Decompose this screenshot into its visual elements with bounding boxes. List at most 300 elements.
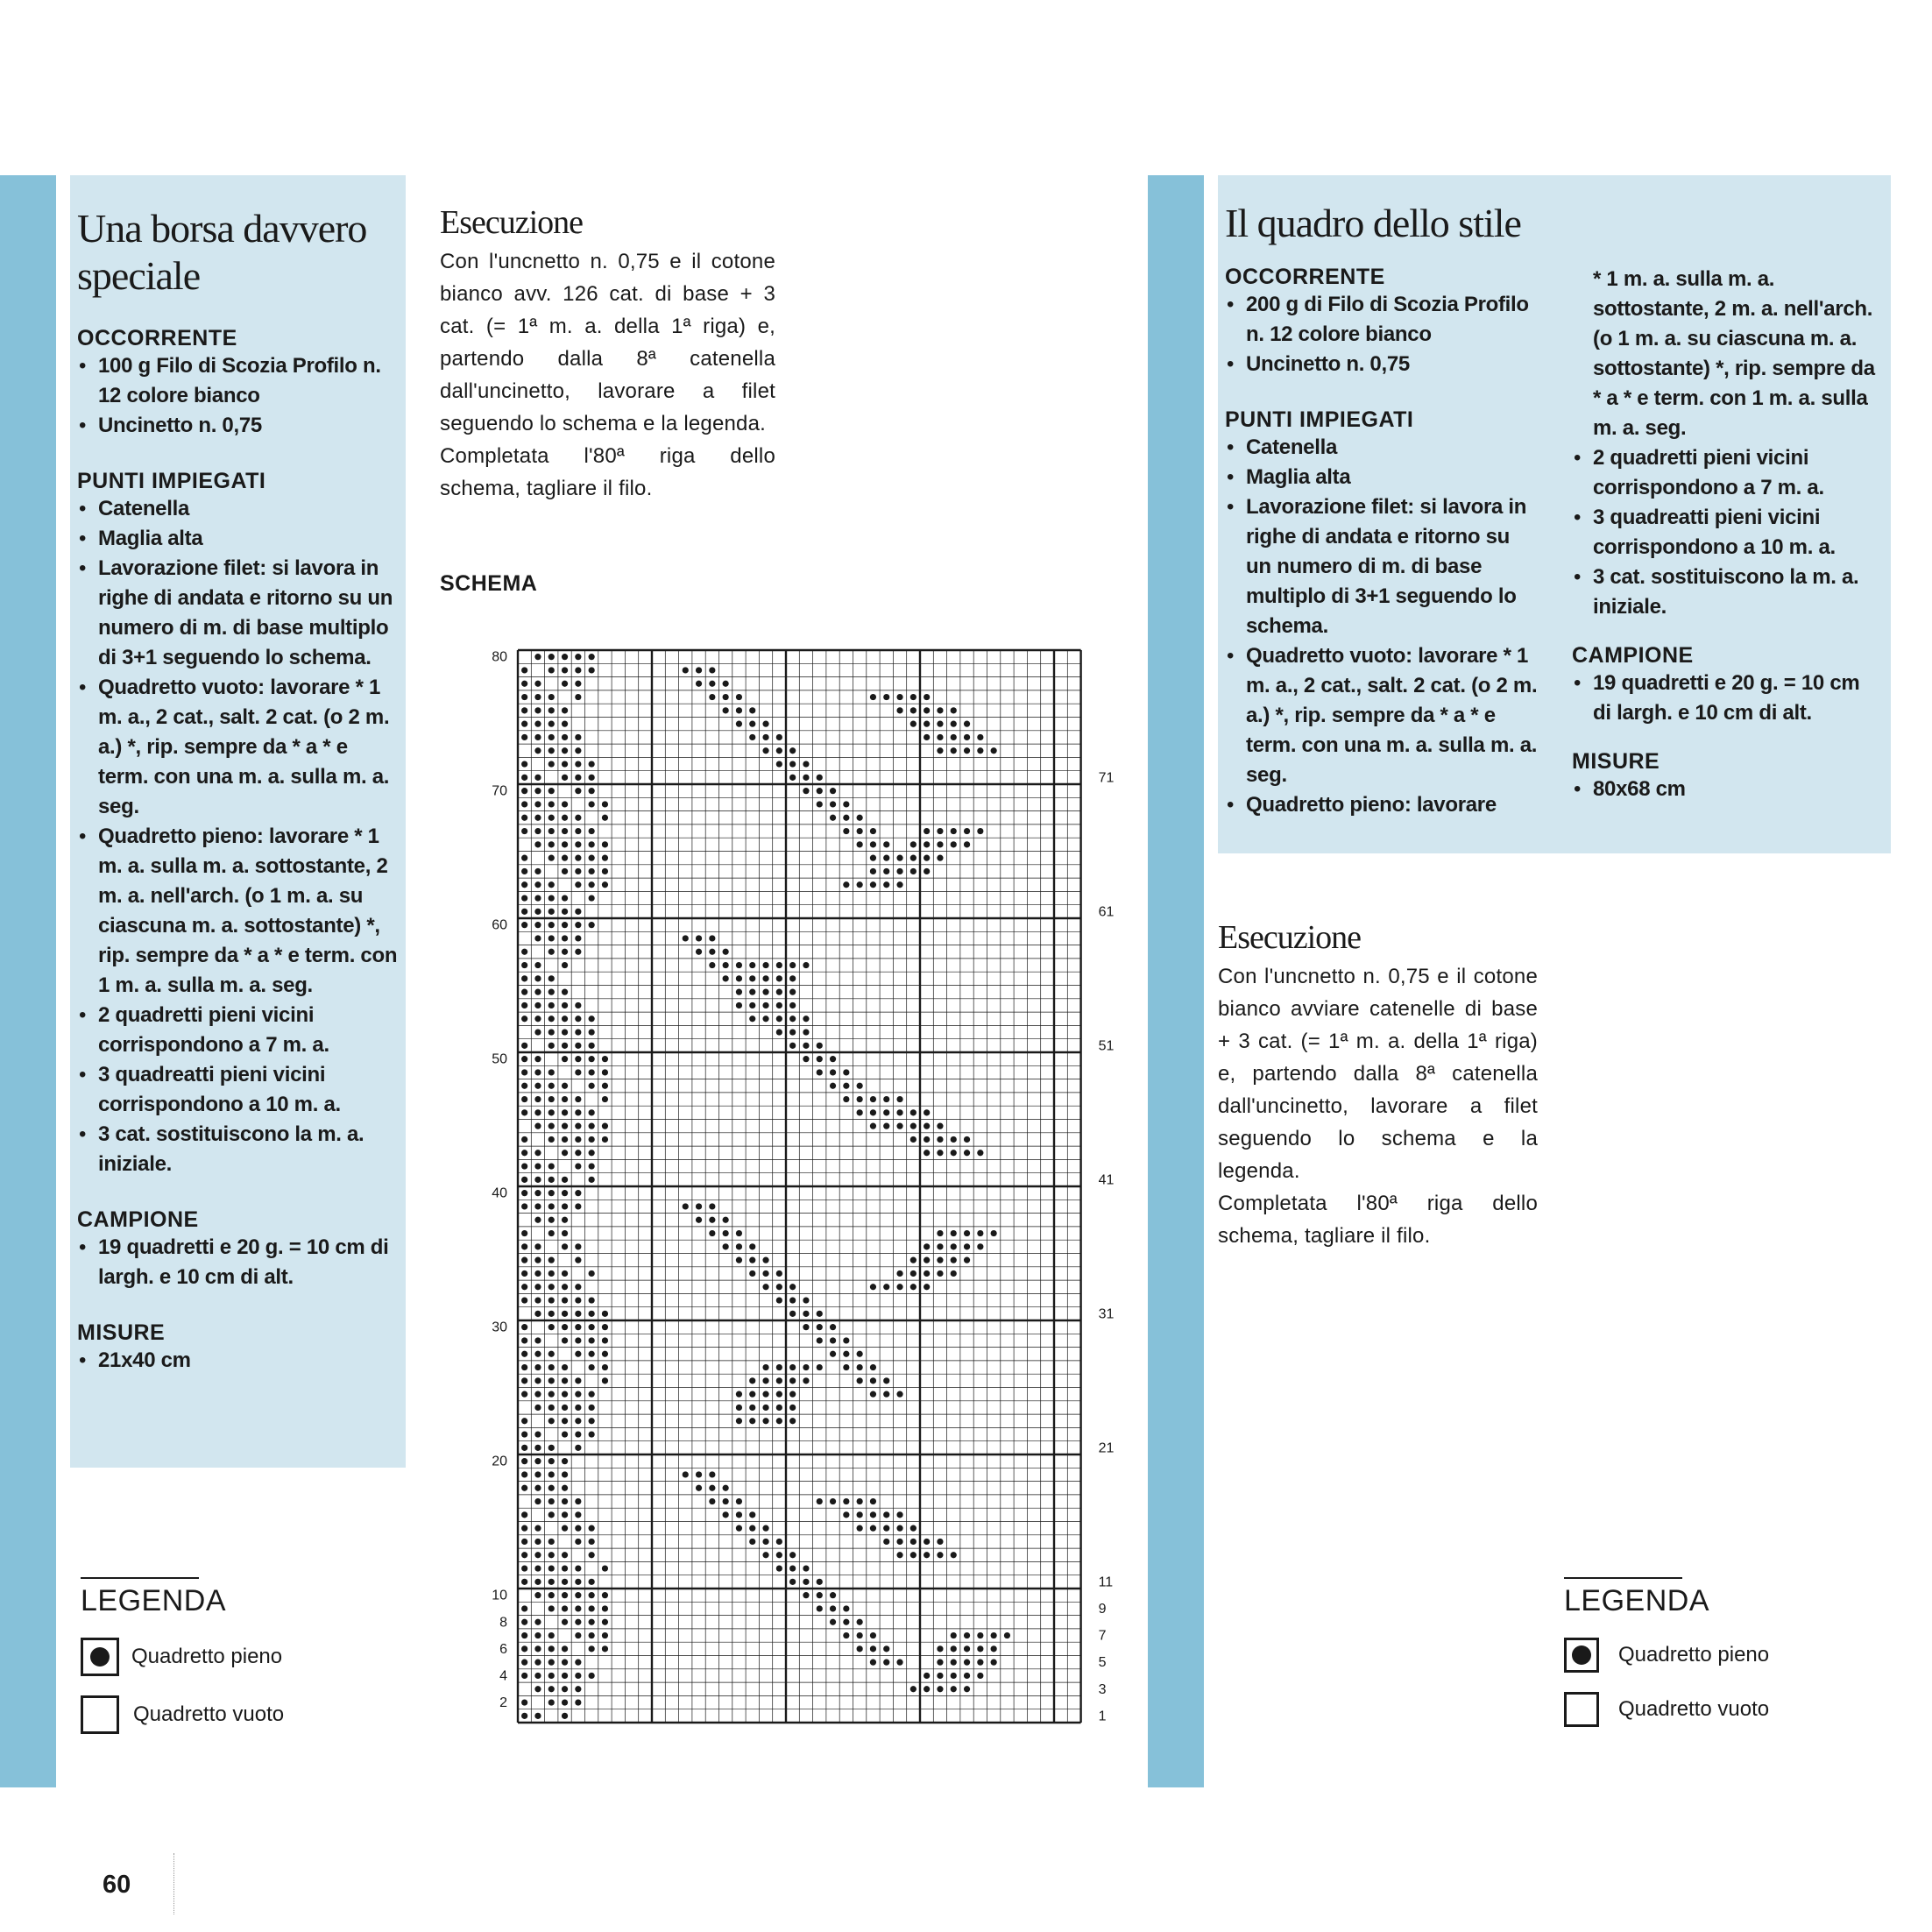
page-number-rule — [173, 1853, 174, 1914]
full-square-dot — [870, 1364, 876, 1370]
full-square-dot — [562, 989, 568, 995]
full-square-dot — [534, 895, 541, 901]
full-square-dot — [548, 1377, 555, 1384]
left-esecuzione-heading: Esecuzione — [440, 204, 584, 241]
full-square-dot — [776, 989, 782, 995]
left-row-label: 60 — [492, 917, 507, 933]
full-square-dot — [575, 1002, 581, 1008]
full-square-dot — [521, 1525, 527, 1532]
full-square-dot — [896, 707, 902, 713]
full-square-dot — [589, 1270, 595, 1277]
full-square-dot — [548, 1177, 555, 1183]
left-esecuzione — [440, 203, 775, 505]
full-square-dot — [548, 1029, 555, 1035]
full-square-dot — [548, 1257, 555, 1263]
right-campione-heading: CAMPIONE — [1572, 643, 1694, 668]
full-square-dot — [521, 1632, 527, 1638]
full-square-dot — [977, 1230, 983, 1236]
full-square-dot — [575, 681, 581, 687]
right-esecuzione-text-1: Con l'uncnetto n. 0,75 e il cotone bianco avviare catenelle di base + 3 cat. (= 1ª m. a. della 1ª riga) e, partendo dalla 8ª catenella dall'uncinetto, lavorare a filet seguendo lo schema e la legenda. — [1218, 965, 1538, 1183]
full-square-dot — [534, 909, 541, 915]
full-square-dot — [575, 1163, 581, 1169]
full-square-dot — [709, 935, 715, 941]
full-square-dot — [964, 828, 970, 834]
full-square-dot — [951, 1243, 957, 1249]
full-square-dot — [870, 694, 876, 700]
full-square-dot — [521, 1230, 527, 1236]
full-square-dot — [575, 1190, 581, 1196]
full-square-dot — [870, 855, 876, 861]
right-punti-list — [1225, 433, 1540, 820]
full-square-dot — [562, 1471, 568, 1477]
full-square-dot — [776, 1297, 782, 1303]
full-square-dot — [521, 1243, 527, 1249]
full-square-dot — [562, 1660, 568, 1666]
full-square-dot — [562, 1203, 568, 1209]
full-square-dot — [548, 815, 555, 821]
full-square-dot — [521, 1660, 527, 1666]
full-square-dot — [589, 1324, 595, 1330]
full-square-dot — [749, 1243, 755, 1249]
full-square-dot — [548, 1660, 555, 1666]
full-square-dot — [521, 1297, 527, 1303]
full-square-dot — [991, 1632, 997, 1638]
full-square-dot — [575, 1418, 581, 1424]
full-square-dot — [977, 1645, 983, 1652]
full-square-dot — [589, 654, 595, 660]
full-square-dot — [602, 1377, 608, 1384]
full-square-dot — [964, 1660, 970, 1666]
full-square-dot — [575, 694, 581, 700]
left-row-label: 4 — [499, 1668, 507, 1684]
full-square-dot — [521, 855, 527, 861]
full-square-dot — [789, 761, 796, 767]
full-square-dot — [575, 855, 581, 861]
full-square-dot — [736, 1498, 742, 1504]
full-square-dot — [749, 1270, 755, 1277]
full-square-dot — [602, 1324, 608, 1330]
full-square-dot — [575, 1257, 581, 1263]
full-square-dot — [776, 1364, 782, 1370]
full-square-dot — [575, 788, 581, 794]
full-square-dot — [589, 895, 595, 901]
legend-rule — [1564, 1577, 1682, 1579]
full-square-dot — [589, 1016, 595, 1022]
full-square-dot — [924, 1552, 930, 1558]
full-square-dot — [534, 1002, 541, 1008]
full-square-dot — [776, 1002, 782, 1008]
right-row-label: 11 — [1098, 1575, 1114, 1590]
full-square-dot — [534, 1243, 541, 1249]
full-square-dot — [534, 1109, 541, 1115]
full-square-dot — [762, 1552, 768, 1558]
full-square-dot — [964, 1243, 970, 1249]
full-square-dot — [964, 841, 970, 847]
full-square-dot — [521, 1257, 527, 1263]
list-item: • Quadretto pieno: lavorare * 1 m. a. sulla m. a. sottostante, 2 m. a. nell'arch. (o 1 m. a. su ciascuna m. a. sottostante) *, rip. sempre da * a * e term. con 1 m. a. sulla m. a. seg. — [77, 822, 399, 1001]
full-square-dot — [803, 1364, 809, 1370]
full-square-dot — [521, 1083, 527, 1089]
full-square-icon — [1564, 1638, 1599, 1673]
full-square-dot — [977, 734, 983, 740]
full-square-dot — [803, 788, 809, 794]
full-square-dot — [924, 1109, 930, 1115]
full-square-dot — [548, 1552, 555, 1558]
right-campione-list — [1572, 669, 1882, 728]
full-square-dot — [534, 975, 541, 981]
full-square-dot — [575, 1096, 581, 1102]
full-square-dot — [843, 1351, 849, 1357]
full-square-dot — [937, 1539, 943, 1545]
full-square-dot — [977, 1632, 983, 1638]
full-square-dot — [521, 1163, 527, 1169]
full-square-dot — [548, 1190, 555, 1196]
full-square-dot — [789, 1043, 796, 1049]
full-square-dot — [843, 1096, 849, 1102]
full-square-dot — [548, 788, 555, 794]
full-square-dot — [896, 1270, 902, 1277]
full-square-dot — [602, 1632, 608, 1638]
full-square-dot — [602, 1605, 608, 1611]
full-square-dot — [883, 841, 889, 847]
full-square-dot — [521, 801, 527, 807]
full-square-dot — [830, 1592, 836, 1598]
full-square-dot — [521, 1324, 527, 1330]
full-square-dot — [521, 868, 527, 874]
full-square-dot — [696, 1203, 702, 1209]
full-square-dot — [534, 1203, 541, 1209]
full-square-dot — [883, 868, 889, 874]
full-square-dot — [602, 855, 608, 861]
full-square-dot — [521, 1699, 527, 1705]
full-square-dot — [548, 922, 555, 928]
full-square-dot — [562, 1083, 568, 1089]
full-square-dot — [896, 1525, 902, 1532]
full-square-dot — [548, 895, 555, 901]
full-square-dot — [602, 1645, 608, 1652]
full-square-dot — [521, 815, 527, 821]
full-square-dot — [843, 1337, 849, 1343]
full-square-dot — [534, 841, 541, 847]
full-square-dot — [548, 1579, 555, 1585]
full-square-dot — [589, 922, 595, 928]
full-square-dot — [534, 1351, 541, 1357]
full-square-dot — [534, 1645, 541, 1652]
full-square-dot — [951, 1257, 957, 1263]
full-square-dot — [562, 1056, 568, 1062]
full-square-dot — [589, 1150, 595, 1156]
full-square-dot — [924, 1270, 930, 1277]
full-square-dot — [736, 1243, 742, 1249]
full-square-dot — [602, 1311, 608, 1317]
full-square-dot — [562, 1284, 568, 1290]
full-square-dot — [991, 1660, 997, 1666]
full-square-dot — [521, 1418, 527, 1424]
full-square-dot — [789, 989, 796, 995]
full-square-dot — [575, 1539, 581, 1545]
full-square-dot — [575, 1525, 581, 1532]
full-square-dot — [736, 962, 742, 968]
full-square-dot — [857, 1525, 863, 1532]
full-square-dot — [548, 855, 555, 861]
full-square-dot — [521, 1177, 527, 1183]
right-columns — [1225, 265, 1884, 820]
full-square-dot — [589, 1136, 595, 1143]
full-square-dot — [548, 1511, 555, 1518]
full-square-dot — [548, 1311, 555, 1317]
full-square-dot — [534, 1713, 541, 1719]
full-square-dot — [709, 694, 715, 700]
list-item: • Uncinetto n. 0,75 — [1225, 350, 1540, 379]
full-square-dot — [762, 1539, 768, 1545]
full-square-dot — [589, 1539, 595, 1545]
full-square-dot — [575, 1660, 581, 1666]
full-square-dot — [602, 881, 608, 888]
full-square-dot — [951, 841, 957, 847]
list-item: • 19 quadretti e 20 g. = 10 cm di largh. e 10 cm di alt. — [1572, 669, 1882, 728]
left-misure-heading: MISURE — [77, 1320, 166, 1345]
full-square-dot — [883, 881, 889, 888]
full-square-dot — [575, 1579, 581, 1585]
full-square-dot — [937, 707, 943, 713]
full-square-dot — [521, 1539, 527, 1545]
full-square-dot — [575, 1511, 581, 1518]
full-square-dot — [548, 707, 555, 713]
full-square-dot — [534, 1311, 541, 1317]
full-square-dot — [534, 1431, 541, 1437]
full-square-dot — [575, 1605, 581, 1611]
full-square-dot — [843, 1632, 849, 1638]
full-square-dot — [575, 775, 581, 781]
full-square-dot — [602, 1096, 608, 1102]
full-square-dot — [562, 1552, 568, 1558]
full-square-dot — [736, 1002, 742, 1008]
full-square-dot — [575, 1324, 581, 1330]
full-square-dot — [534, 1016, 541, 1022]
full-square-dot — [602, 1083, 608, 1089]
full-square-dot — [843, 801, 849, 807]
full-square-dot — [870, 1109, 876, 1115]
full-square-dot — [548, 1471, 555, 1477]
full-square-dot — [534, 881, 541, 888]
full-square-dot — [521, 1002, 527, 1008]
full-square-dot — [924, 841, 930, 847]
full-square-dot — [589, 1351, 595, 1357]
full-square-dot — [575, 654, 581, 660]
full-square-dot — [521, 909, 527, 915]
full-square-dot — [870, 828, 876, 834]
full-square-dot — [521, 1150, 527, 1156]
full-square-dot — [562, 801, 568, 807]
full-square-dot — [575, 1377, 581, 1384]
full-square-dot — [548, 935, 555, 941]
full-square-dot — [534, 1445, 541, 1451]
full-square-dot — [910, 721, 916, 727]
full-square-dot — [548, 1284, 555, 1290]
full-square-dot — [883, 1391, 889, 1398]
full-square-dot — [883, 1539, 889, 1545]
full-square-dot — [762, 1418, 768, 1424]
left-row-label: 50 — [492, 1051, 507, 1067]
full-square-dot — [749, 734, 755, 740]
full-square-dot — [910, 1257, 916, 1263]
full-square-dot — [575, 1673, 581, 1679]
full-square-dot — [534, 801, 541, 807]
full-square-dot — [937, 1645, 943, 1652]
full-square-dot — [589, 1337, 595, 1343]
full-square-dot — [723, 1243, 729, 1249]
full-square-dot — [534, 1660, 541, 1666]
full-square-dot — [762, 962, 768, 968]
full-square-dot — [602, 1565, 608, 1571]
full-square-dot — [870, 881, 876, 888]
full-square-dot — [896, 855, 902, 861]
left-punti-heading: PUNTI IMPIEGATI — [77, 469, 266, 493]
full-square-dot — [977, 1150, 983, 1156]
full-square-dot — [830, 815, 836, 821]
full-square-dot — [562, 1673, 568, 1679]
full-square-dot — [548, 1592, 555, 1598]
full-square-dot — [709, 1203, 715, 1209]
left-side-stripe — [0, 175, 56, 1787]
right-title: Il quadro dello stile — [1225, 201, 1521, 245]
full-square-dot — [575, 815, 581, 821]
full-square-dot — [896, 1391, 902, 1398]
full-square-dot — [896, 1284, 902, 1290]
full-square-dot — [521, 1471, 527, 1477]
full-square-dot — [575, 1405, 581, 1411]
full-square-dot — [534, 654, 541, 660]
right-column-1 — [1225, 265, 1540, 820]
full-square-dot — [736, 1230, 742, 1236]
full-square-dot — [548, 1445, 555, 1451]
full-square-dot — [683, 1203, 689, 1209]
full-square-dot — [521, 788, 527, 794]
full-square-dot — [562, 1565, 568, 1571]
full-square-dot — [521, 1485, 527, 1491]
legend-full-row — [81, 1638, 343, 1676]
list-item: • Lavorazione filet: si lavora in righe di andata e ritorno su un numero di m. di base multiplo di 3+1 seguendo lo schema. — [77, 554, 399, 673]
full-square-dot — [924, 1243, 930, 1249]
full-square-dot — [575, 1391, 581, 1398]
full-square-dot — [736, 721, 742, 727]
full-square-dot — [924, 707, 930, 713]
full-square-dot — [883, 1660, 889, 1666]
full-square-dot — [589, 1391, 595, 1398]
full-square-dot — [521, 1203, 527, 1209]
full-square-dot — [534, 1552, 541, 1558]
full-square-dot — [749, 707, 755, 713]
full-square-dot — [534, 1270, 541, 1277]
full-square-dot — [817, 775, 823, 781]
full-square-dot — [521, 1713, 527, 1719]
full-square-dot — [709, 1485, 715, 1491]
full-square-dot — [951, 1660, 957, 1666]
full-square-dot — [534, 1096, 541, 1102]
filet-chart — [464, 640, 1122, 1744]
full-square-dot — [857, 841, 863, 847]
right-occorrente-heading: OCCORRENTE — [1225, 265, 1385, 289]
full-square-dot — [776, 1405, 782, 1411]
full-square-dot — [602, 801, 608, 807]
full-square-dot — [562, 775, 568, 781]
full-square-dot — [817, 788, 823, 794]
full-square-dot — [548, 1163, 555, 1169]
full-square-dot — [736, 1511, 742, 1518]
full-square-dot — [789, 1311, 796, 1317]
full-square-dot — [521, 1431, 527, 1437]
full-square-dot — [991, 1230, 997, 1236]
full-square-dot — [562, 922, 568, 928]
full-square-dot — [762, 1016, 768, 1022]
list-item: • 3 quadreatti pieni vicini corrispondono a 10 m. a. — [77, 1060, 399, 1120]
full-square-dot — [937, 1257, 943, 1263]
empty-square-icon — [1564, 1692, 1599, 1727]
full-square-dot — [562, 1485, 568, 1491]
full-square-dot — [951, 1632, 957, 1638]
full-square-dot — [575, 1592, 581, 1598]
full-square-dot — [749, 1391, 755, 1398]
full-square-dot — [964, 1645, 970, 1652]
full-square-dot — [696, 949, 702, 955]
full-square-dot — [789, 1029, 796, 1035]
full-square-dot — [857, 828, 863, 834]
full-square-dot — [817, 1311, 823, 1317]
full-square-dot — [789, 1405, 796, 1411]
full-square-dot — [562, 721, 568, 727]
full-square-dot — [534, 1163, 541, 1169]
left-occorrente-heading: OCCORRENTE — [77, 326, 237, 350]
full-square-dot — [870, 1511, 876, 1518]
full-square-dot — [562, 761, 568, 767]
full-square-dot — [575, 667, 581, 673]
full-square-dot — [870, 1645, 876, 1652]
full-square-dot — [575, 1069, 581, 1075]
full-square-dot — [521, 734, 527, 740]
full-square-dot — [937, 1123, 943, 1129]
full-square-dot — [924, 1673, 930, 1679]
full-square-dot — [857, 1632, 863, 1638]
full-square-dot — [776, 1284, 782, 1290]
full-square-dot — [589, 775, 595, 781]
full-square-dot — [762, 975, 768, 981]
full-square-dot — [548, 747, 555, 754]
full-square-dot — [548, 654, 555, 660]
list-item: • Maglia alta — [77, 524, 399, 554]
full-square-dot — [562, 1592, 568, 1598]
full-square-dot — [843, 1511, 849, 1518]
full-square-dot — [709, 1498, 715, 1504]
list-item: • Quadretto pieno: lavorare — [1225, 790, 1540, 820]
full-square-dot — [575, 909, 581, 915]
full-square-dot — [575, 841, 581, 847]
full-square-dot — [896, 1660, 902, 1666]
full-square-dot — [548, 828, 555, 834]
full-square-dot — [562, 1230, 568, 1236]
full-square-dot — [696, 1471, 702, 1477]
full-square-dot — [521, 1445, 527, 1451]
full-square-dot — [723, 1230, 729, 1236]
full-square-dot — [548, 1686, 555, 1692]
full-square-dot — [870, 841, 876, 847]
full-square-dot — [817, 1498, 823, 1504]
full-square-dot — [548, 1203, 555, 1209]
full-square-dot — [589, 1525, 595, 1532]
right-row-label: 5 — [1098, 1655, 1107, 1671]
full-square-dot — [830, 1498, 836, 1504]
list-item: • 3 quadreatti pieni vicini corrispondono a 10 m. a. — [1572, 503, 1882, 563]
full-square-dot — [562, 1619, 568, 1625]
